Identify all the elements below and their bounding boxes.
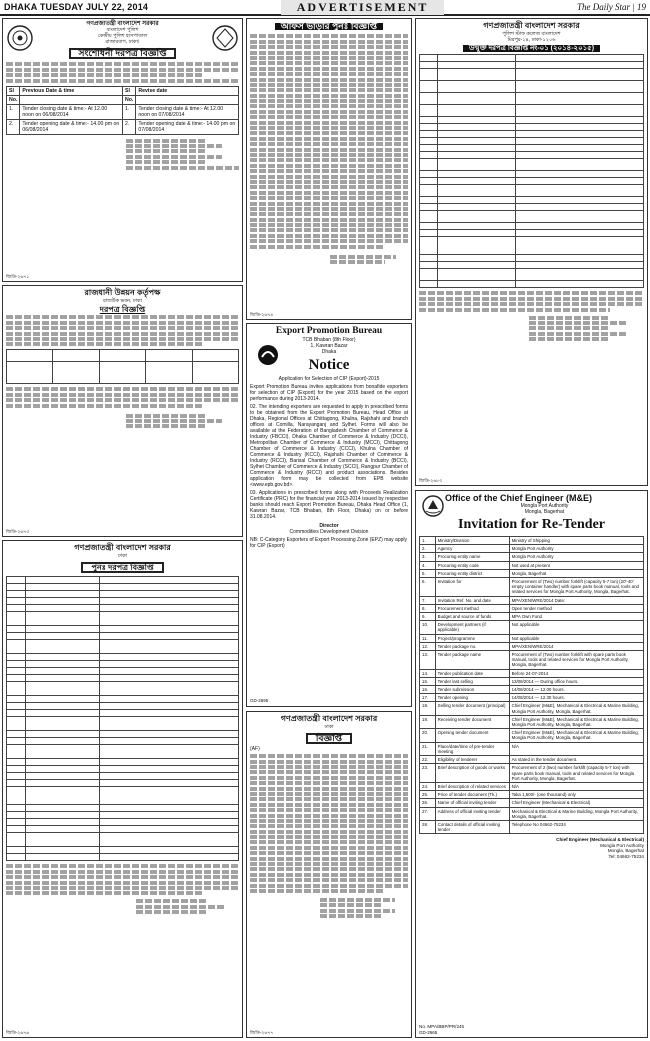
row-label: Procuring entity code xyxy=(435,561,509,569)
row-label: Tender package name xyxy=(435,651,509,670)
page-header xyxy=(0,0,650,16)
epb-ref: GD-2695 xyxy=(250,698,269,703)
row-value: Chief Engineer (M&E), Mechanical & Electrical & Marine Building, Mongla Port Authority, Mongla, Bagerhat. xyxy=(509,702,643,715)
ad7-place: মিরপুর-১৪, ঢাকা-১২০৬ xyxy=(507,37,556,43)
row-label: Procuring entity name xyxy=(435,553,509,561)
retender-table xyxy=(6,576,239,861)
open-tender-table xyxy=(419,54,644,288)
ad1-ministry: বাংলাদেশ পুলিশ xyxy=(106,27,139,33)
table-row xyxy=(420,702,644,715)
row-number: 12. xyxy=(420,642,436,650)
ad8-sign-org: Mongla Port Authority xyxy=(600,842,644,848)
masthead-page: The Daily Star | 19 xyxy=(577,2,646,12)
row-value: Ministry of Shipping xyxy=(509,537,643,545)
police-emblem-icon xyxy=(212,25,238,51)
table-row xyxy=(420,791,644,799)
rajuk-table xyxy=(6,349,239,384)
ad8-place: Mongla, Bagerhat xyxy=(524,509,565,515)
row-number: 14. xyxy=(420,669,436,677)
row-value: Chief Engineer (Mechanical & Electrical) xyxy=(509,799,643,807)
row-label: Tender submission xyxy=(435,686,509,694)
row-number: 23. xyxy=(420,764,436,783)
ad6-code: (AF) xyxy=(250,746,260,753)
table-row xyxy=(420,561,644,569)
epb-notice-ad xyxy=(246,323,412,707)
open-tender-notice-ad xyxy=(415,18,648,486)
ad8-office: Office of the Chief Engineer (M&E) xyxy=(445,493,593,503)
ad2-ref: জিডি-২৬৭৩ xyxy=(6,528,30,534)
row-value: Before 24-07-2014 xyxy=(509,669,643,677)
table-row xyxy=(420,807,644,820)
ad8-title: Invitation for Re-Tender xyxy=(458,517,605,532)
row-value: Mongla Port Authority xyxy=(509,545,643,553)
row-value: 14/08/2014 — 12.00 hours. xyxy=(509,686,643,694)
row-value: Mechanical & Electrical & Marine Building, Mongla Port Authority, Mongla, Bagerhat. xyxy=(509,807,643,820)
table-row xyxy=(420,613,644,621)
row-label: Project/programme xyxy=(435,634,509,642)
col-revise: Revise date xyxy=(136,86,239,95)
row-number: 5. xyxy=(420,569,436,577)
ad8-ref: GD-2665 xyxy=(419,1029,438,1035)
row-value: Open tender method xyxy=(509,604,643,612)
row-number: 4. xyxy=(420,561,436,569)
ad1-ref: জিডি-২৬৭১ xyxy=(6,273,30,279)
police-tender-table xyxy=(6,86,239,135)
table-row xyxy=(420,604,644,612)
row-value: 13/08/2014 — During office hours. xyxy=(509,677,643,685)
row-label: Development partners (if applicable) xyxy=(435,621,509,634)
col-sl2-sub: No. xyxy=(123,95,136,104)
row-number: 20. xyxy=(420,729,436,742)
row-number: 26. xyxy=(420,799,436,807)
table-row xyxy=(420,756,644,764)
row-label: Brief description of goods or works xyxy=(435,764,509,783)
table-row xyxy=(420,642,644,650)
epb-cc: NB: C-Category Exporters of Export Processing Zone (EPZ) may apply for CIP (Export) xyxy=(250,537,408,549)
row-number: 28. xyxy=(420,820,436,833)
ad4-title: অফিস ভাড়ার পুনঃ বিজ্ঞপ্তি xyxy=(275,23,383,30)
epb-city: Dhaka xyxy=(321,349,337,355)
ad8-authority: Mongla Port Authority xyxy=(520,503,569,509)
table-row xyxy=(420,537,644,545)
police-seal-icon xyxy=(7,25,33,51)
row-label: Agency xyxy=(435,545,509,553)
table-row xyxy=(420,545,644,553)
table-row xyxy=(420,669,644,677)
row-label: Budget and source of funds xyxy=(435,613,509,621)
table-row xyxy=(420,764,644,783)
mongla-tender-table xyxy=(419,536,644,834)
epb-logo-icon xyxy=(257,344,279,368)
ad3-ref: জিডি-২৬৭৬ xyxy=(6,1029,30,1035)
row-number: 18. xyxy=(420,702,436,715)
ad8-memo: No. MPA/BBP/PR/245 xyxy=(419,1023,465,1029)
row-number: 24. xyxy=(420,782,436,790)
row-label: Contact details of official inviting tender xyxy=(435,820,509,833)
table-row xyxy=(420,578,644,597)
ad7-govt: গণপ্রজাতন্ত্রী বাংলাদেশ সরকার xyxy=(483,21,580,30)
table-row xyxy=(420,742,644,755)
epb-subject: Application for Selection of CIP (Export)-2015 xyxy=(278,376,380,382)
page-number: 19 xyxy=(636,2,646,12)
row-value: Not applicable xyxy=(509,634,643,642)
ad2-authority: রাজধানী উন্নয়ন কর্তৃপক্ষ xyxy=(84,288,161,297)
table-row xyxy=(420,820,644,833)
ad4-ref: জিডি-২৬৭৪ xyxy=(250,311,274,317)
row-value: Mongla, Bagerhat xyxy=(509,569,643,577)
ad3-title: পুনঃ দরপত্র বিজ্ঞপ্তি xyxy=(81,562,163,573)
table-row xyxy=(420,694,644,702)
row-number: 25. xyxy=(420,791,436,799)
ad7-title: উন্মুক্ত দরপত্র বিজ্ঞপ্তি নং-০১ (২০১৪-২০১৫) xyxy=(463,45,600,52)
row-label: Procurement method xyxy=(435,604,509,612)
ad1-place: রাজারবাগ, ঢাকা। xyxy=(105,39,140,45)
row-number: 22. xyxy=(420,756,436,764)
row-number: 15. xyxy=(420,677,436,685)
row-label: Place/date/time of pre-tender meeting xyxy=(435,742,509,755)
epb-road: 1, Kawran Bazar xyxy=(310,343,348,349)
rajuk-tender-ad xyxy=(2,285,243,537)
mongla-retender-ad xyxy=(415,490,648,1038)
row-number: 3. xyxy=(420,553,436,561)
row-label: Selling tender document (principal) xyxy=(435,702,509,715)
ad3-office: ঢাকা xyxy=(117,553,128,559)
ad6-govt: গণপ্রজাতন্ত্রী বাংলাদেশ সরকার xyxy=(280,714,378,723)
table-row: 2. Tender opening date & time:- 14.00 pm on 06/08/2014 2. Tender opening date & time:- 14.00 pm on 07/08/2014 xyxy=(7,119,239,134)
ad1-office: কেন্দ্রীয় পুলিশ হাসপাতাল xyxy=(97,33,148,39)
ad6-title: বিজ্ঞপ্তি xyxy=(306,733,352,744)
row-value: Mongla Port Authority xyxy=(509,553,643,561)
col-sl2: Sl xyxy=(123,86,136,95)
table-row xyxy=(420,729,644,742)
col-sl-sub: No. xyxy=(7,95,20,104)
row-value: MPA/XEN/WRE/2014 Date: xyxy=(509,596,643,604)
ad6-code-text: AF xyxy=(251,746,259,753)
retender-bangla-ad xyxy=(2,540,243,1038)
ad8-sign-title: Chief Engineer (Mechanical & Electrical) xyxy=(556,837,644,843)
row-value: Not used at present xyxy=(509,561,643,569)
ad6-office: ঢাকা xyxy=(324,724,334,730)
table-row xyxy=(420,569,644,577)
row-number: 8. xyxy=(420,604,436,612)
table-row xyxy=(420,686,644,694)
dateline: DHAKA TUESDAY JULY 22, 2014 xyxy=(4,2,149,12)
table-row xyxy=(420,677,644,685)
row-value: Procurement of (Two) number forklift (capacity 5-7 ton) (20'-40' empty container handler) with spare parts book manual, tools and related services for Mongla Port Authority, Mongla, Bagerhat. xyxy=(509,578,643,597)
row-number: 11. xyxy=(420,634,436,642)
table-row xyxy=(420,651,644,670)
police-tender-ad xyxy=(2,18,243,282)
row-label: Brief description of related services xyxy=(435,782,509,790)
epb-para-2: 02. The intending exporters are requested to apply in prescribed forms to be obtained from the Export Promotion Bureau, Head Office at Dhaka, Regional Offices at Chittagong, Khulna, Rajshahi and branch offices at Comilla, Narayanganj and Sylhet. Forms will also be available at the Federation of Bangladesh Chamber of Commerce & Industry (FBCCI), Dhaka Chamber of Commerce & Industry (DCCI), Metropolitan Chamber of Commerce & Industry (MCCI), Chittagong Chamber of Commerce & Industry (CCCI), Khulna Chamber of Commerce & Industry (KCCI), Rajshahi Chamber of Commerce & Industry (RCCI), Barisal Chamber of Commerce & Industry (BCCI), Sylhet Chamber of Commerce & Industry (SCCI), Rangpur Chamber of Commerce & Industry (RCCI) and product associations. Besides application form may be collected from EPB website <www.epb.gov.bd>. xyxy=(250,404,408,488)
epb-building: TCB Bhaban (8th Floor) xyxy=(302,337,356,343)
row-value: Chief Engineer (M&E), Mechanical & Electrical & Marine Building, Mongla Port Authority, Mongla, Bagerhat. xyxy=(509,715,643,728)
section-title: ADVERTISEMENT xyxy=(281,0,445,15)
table-row xyxy=(420,553,644,561)
ad6-ref: জিডি-২৬৭৭ xyxy=(250,1029,274,1035)
row-number: 16. xyxy=(420,686,436,694)
row-number: 7. xyxy=(420,596,436,604)
row-label: Invitation for xyxy=(435,578,509,597)
table-row xyxy=(420,782,644,790)
ad1-govt: গণপ্রজাতন্ত্রী বাংলাদেশ সরকার xyxy=(86,21,159,27)
ad1-title: সংশোধনী দরপত্র বিজ্ঞপ্তি xyxy=(69,48,177,59)
row-number: 10. xyxy=(420,621,436,634)
ad3-govt: গণপ্রজাতন্ত্রী বাংলাদেশ সরকার xyxy=(74,543,171,552)
row-label: Address of official inviting tender xyxy=(435,807,509,820)
table-row xyxy=(420,596,644,604)
row-label: Tender publication date xyxy=(435,669,509,677)
table-row: 1. Tender closing date & time:- At 12.00 noon on 06/08/2014 1. Tender closing date & time:- At 12.00 noon on 07/08/2014 xyxy=(7,104,239,119)
row-number: 1. xyxy=(420,537,436,545)
row-label: Eligibility of tenderer xyxy=(435,756,509,764)
row-number: 9. xyxy=(420,613,436,621)
row-number: 21. xyxy=(420,742,436,755)
row-value: 14/08/2014 — 12.30 hours. xyxy=(509,694,643,702)
epb-para-1: Export Promotion Bureau invites applications from bonafide exporters for selection of CIP (Export) for the year 2015 based on the export performance during 2013-2014. xyxy=(250,384,408,402)
row-number: 17. xyxy=(420,694,436,702)
row-number: 2. xyxy=(420,545,436,553)
row-label: Invitation Ref. No. and date xyxy=(435,596,509,604)
row-label: Opening tender document xyxy=(435,729,509,742)
row-number: 6. xyxy=(420,578,436,597)
office-rent-ad xyxy=(246,18,412,320)
epb-name: Export Promotion Bureau xyxy=(275,326,383,336)
row-value: Procurement of (Two) number forklift with spare parts book manual, tools and related services for Mongla Port Authority, Mongla, Bagerhat. xyxy=(509,651,643,670)
ad2-place: রাজউক ভবন, ঢাকা xyxy=(103,298,142,304)
row-label: Tender opening xyxy=(435,694,509,702)
ad7-ref: জিডি-২৬৮৩ xyxy=(419,477,443,483)
row-label: Procuring entity district xyxy=(435,569,509,577)
masthead: The Daily Star xyxy=(577,2,630,12)
ad8-sign-place: Mongla, Bagerhat xyxy=(607,848,644,854)
epb-notice-title: Notice xyxy=(308,357,350,373)
table-row xyxy=(420,621,644,634)
epb-signatory-division: Commodities Development Division xyxy=(289,529,369,535)
computer-supply-ad xyxy=(246,711,412,1038)
col-prev: Previous Date & time xyxy=(20,86,123,95)
row-label: Tender last selling xyxy=(435,677,509,685)
row-label: Price of tender document (Tk.) xyxy=(435,791,509,799)
row-value: Taka 1,500/- (one thousand) only xyxy=(509,791,643,799)
epb-para-3: 03. Applications in prescribed forms along with Proceeds Realization Certificate (PRC) for the financial year 2013-2014 issued by respective banks should reach Export Promotion Bureau, Dhaka Head Office (1, Kawran Bazar, TCB Bhaban, 8th Floor, Dhaka) on or before 31.08.2014. xyxy=(250,490,408,520)
row-label: Ministry/Division xyxy=(435,537,509,545)
row-value: Telephone No 04662-75234 xyxy=(509,820,643,833)
row-label: Tender package no. xyxy=(435,642,509,650)
row-number: 13. xyxy=(420,651,436,670)
row-number: 19. xyxy=(420,715,436,728)
row-label: Name of official inviting tender xyxy=(435,799,509,807)
table-row xyxy=(420,634,644,642)
col-sl: Sl xyxy=(7,86,20,95)
ad7-office: পুলিশ স্টাফ কলেজ বাংলাদেশ xyxy=(502,31,561,37)
row-value: MPA/XEN/WRE/2014 xyxy=(509,642,643,650)
row-label: Receiving tender document xyxy=(435,715,509,728)
epb-signatory-title: Director xyxy=(319,523,339,529)
port-authority-logo-icon xyxy=(422,495,444,518)
table-row xyxy=(420,715,644,728)
row-value: As stated in the tender document. xyxy=(509,756,643,764)
table-row xyxy=(420,799,644,807)
row-value: N/A xyxy=(509,782,643,790)
ad8-sign-tel: Tel: 04662-75234 xyxy=(608,853,644,859)
row-value: Procurement of 2 (two) number forklift (capacity 5-7 ton) with spare parts book manual, tools and related services for Mongla Port Authority, Mongla, Bagerhat. xyxy=(509,764,643,783)
row-value: N/A xyxy=(509,742,643,755)
row-value: Chief Engineer (M&E), Mechanical & Electrical & Marine Building, Mongla Port Authority, Mongla, Bagerhat. xyxy=(509,729,643,742)
ad2-title: দরপত্র বিজ্ঞপ্তি xyxy=(99,305,146,314)
row-number: 27. xyxy=(420,807,436,820)
row-value: Not applicable xyxy=(509,621,643,634)
row-value: MPA Own Fund xyxy=(509,613,643,621)
